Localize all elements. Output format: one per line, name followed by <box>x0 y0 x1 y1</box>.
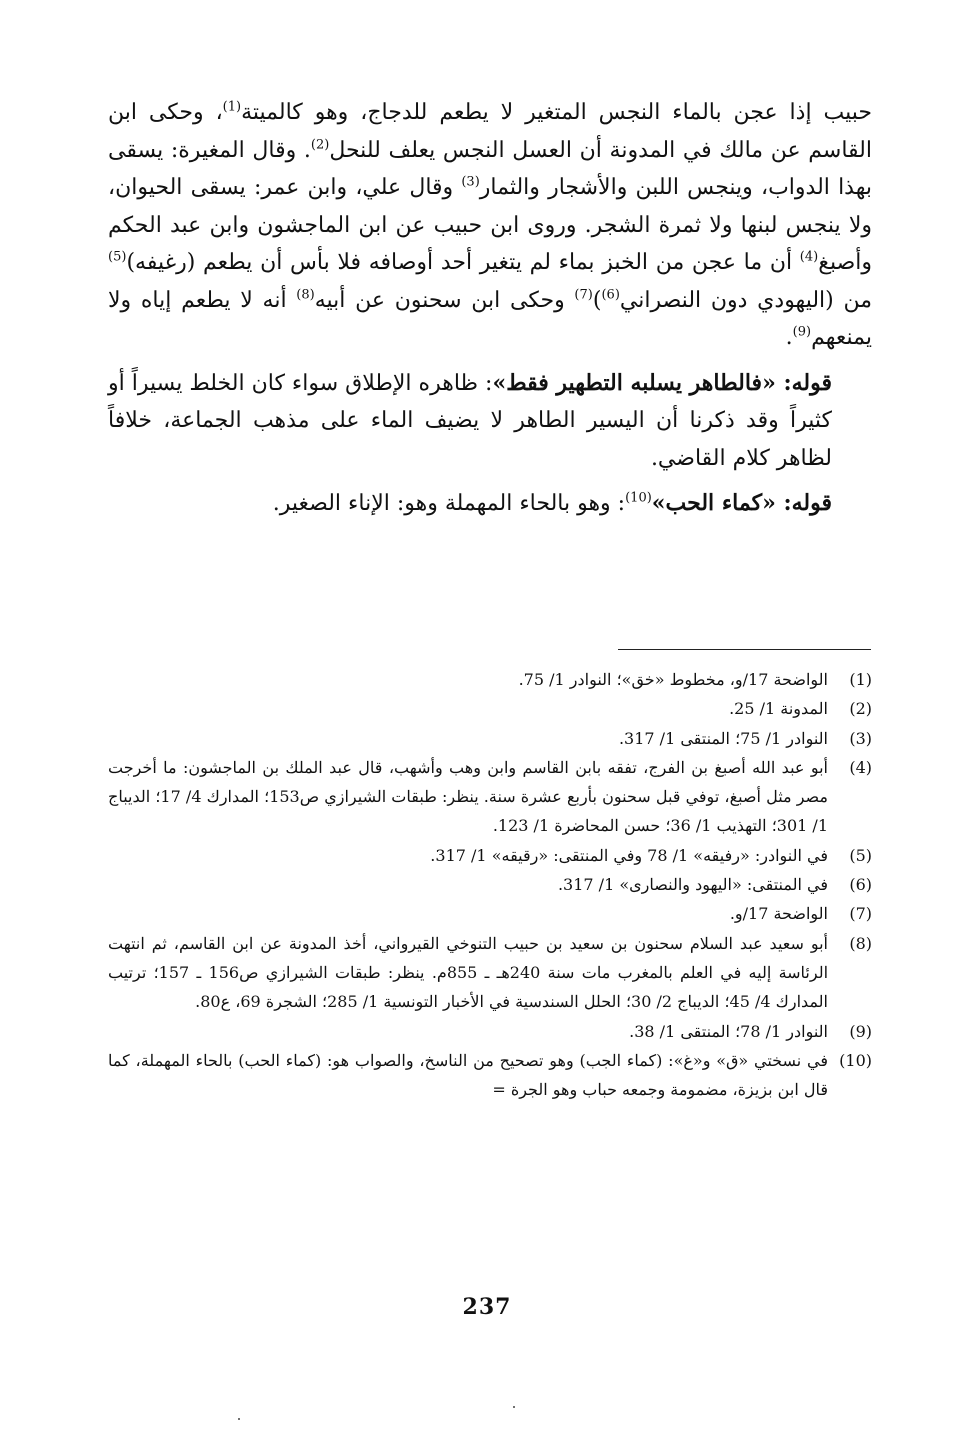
footnote-number: (1) <box>849 670 872 689</box>
footnote-text: في نسختي «ق» و«غ»: (كماء الجب) وهو تصحيح من الناسخ، والصواب هو: (كماء الحب) بالحاء المهملة، كما قال ابن بزيزة، مضمومة وجمعه حباب وهو الجرة = <box>108 1050 828 1100</box>
footnotes <box>108 665 872 1104</box>
speck <box>513 1406 515 1408</box>
footnote-number: (9) <box>849 1021 872 1041</box>
footnote-item <box>108 929 872 1017</box>
text-run: ) <box>592 287 602 313</box>
text-run: وحكى ابن سحنون عن أبيه <box>314 287 575 313</box>
footnote-text: النوادر 1/ 75؛ المنتقى 1/ 317. <box>618 728 828 748</box>
footnote-number: (6) <box>849 875 872 895</box>
footnote-item <box>108 1046 872 1105</box>
footnote-ref-6[interactable]: (6) <box>601 287 620 303</box>
text-run: حبيب إذا عجن بالماء النجس المتغير لا يطعم للدجاج، وهو كالميتة <box>241 100 872 125</box>
commentary-text: : وهو بالحاء المهملة وهو: الإناء الصغير. <box>272 491 626 516</box>
quote-lead: قوله: <box>775 369 833 396</box>
footnote-text: أبو عبد الله أصبغ بن الفرج، تفقه بابن القاسم وابن وهب وأشهب، قال عبد الملك بن الماجشون: ما أخرجت مصر مثل أصبغ، توفي قبل سحنون بأربع عشرة سنة. ينظر: طبقات الشيرازي ص153؛ المدارك 4/ 17؛ الديباج 1/ 301؛ التهذيب 1/ 36؛ حسن المحاضرة 1/ 123. <box>108 757 828 836</box>
speck <box>238 1418 240 1420</box>
footnote-ref-9[interactable]: (9) <box>792 324 812 340</box>
footnote-item <box>108 899 872 928</box>
footnote-number: (10) <box>839 1050 872 1070</box>
footnote-item <box>108 870 872 899</box>
footnote-number: (8) <box>849 933 872 953</box>
footnote-ref-5[interactable]: (5) <box>108 249 127 265</box>
footnote-number: (5) <box>849 845 872 865</box>
footnote-ref-7[interactable]: (7) <box>574 287 593 303</box>
footnote-text: أبو سعيد عبد السلام سحنون بن سعيد بن حبيب التنوخي القيرواني، أخذ المدونة عن ابن القاسم، ثم انتهت الرئاسة إليه في العلم بالمغرب مات سنة 240هـ ـ 855م. ينظر: طبقات الشيرازي ص156 ـ 157؛ ترتيب المدارك 4/ 45؛ الديباج 2/ 30؛ الحلل السندسية في الأخبار التونسية 1/ 285؛ الشجرة 69، ع80. <box>108 933 829 1012</box>
text-run: وقال علي، وابن عمر: يسقى الحيوان، ولا ينجس لبنها ولا ثمرة الشجر. وروى ابن حبيب عن ابن الماجشون وابن عبد الحكم وأصبغ <box>108 175 872 275</box>
paragraph-2 <box>108 365 872 478</box>
footnote-text: النوادر 1/ 78؛ المنتقى 1/ 38. <box>629 1021 828 1041</box>
footnote-text: المدونة 1/ 25. <box>729 699 828 719</box>
main-text <box>108 94 872 523</box>
footnote-item <box>108 1017 872 1046</box>
text-run: من (اليهودي دون النصراني <box>619 287 872 313</box>
footnote-item <box>108 753 872 841</box>
quoted-phrase: «فالطاهر يسلبه التطهير فقط» <box>492 369 776 396</box>
footnote-number: (3) <box>849 728 872 748</box>
text-run: . <box>785 325 793 350</box>
quote-lead: قوله: <box>775 490 832 516</box>
text-run: أن ما عجن من الخبز بماء لم يتغير أحد أوصافه فلا بأس أن يطعم (رغيفه) <box>126 250 800 275</box>
footnote-item <box>108 694 872 723</box>
footnote-number: (4) <box>849 757 872 777</box>
paragraph-1 <box>108 94 872 357</box>
footnote-ref-8[interactable]: (8) <box>296 287 315 303</box>
footnote-text: الواضحة 17/و، مخطوط «خق»؛ النوادر 1/ 75. <box>518 670 828 689</box>
footnote-separator <box>618 649 871 650</box>
commentary-text: : ظاهره الإطلاق سواء كان الخلط يسيراً أو كثيراً وقد ذكرنا أن اليسير الطاهر لا يضيف الماء على مذهب الجماعة، خلافاً لظاهر كلام القاضي. <box>108 370 832 471</box>
text-run: أنه لا يطعم إياه ولا يمنعهم <box>108 287 872 350</box>
footnote-item <box>108 724 872 753</box>
text-run: . وقال المغيرة: يسقى بهذا الدواب، وينجس اللبن والأشجار والثمار <box>108 137 872 200</box>
footnote-ref-2[interactable]: (2) <box>310 137 330 153</box>
footnote-ref-4[interactable]: (4) <box>799 249 819 265</box>
text-run: ، وحكى ابن القاسم عن مالك في المدونة أن العسل النجس يعلف للنحل <box>108 100 872 163</box>
footnote-number: (7) <box>849 904 872 924</box>
footnote-ref-1[interactable]: (1) <box>222 99 242 115</box>
footnote-number: (2) <box>849 699 872 719</box>
paragraph-3 <box>108 485 872 523</box>
footnote-text: في المنتقى: «اليهود والنصارى» 1/ 317. <box>557 875 828 895</box>
footnote-text: الواضحة 17/و. <box>729 904 828 924</box>
quoted-phrase: «كماء الحب» <box>651 490 776 516</box>
page-number: 237 <box>462 1294 512 1320</box>
footnote-ref-10[interactable]: (10) <box>625 490 652 506</box>
footnote-ref-3[interactable]: (3) <box>461 174 480 190</box>
footnote-item <box>108 665 872 694</box>
footnote-text: في النوادر: «رفيقه» 1/ 78 وفي المنتقى: «رقيقه» 1/ 317. <box>430 845 828 865</box>
footnote-item <box>108 841 872 870</box>
